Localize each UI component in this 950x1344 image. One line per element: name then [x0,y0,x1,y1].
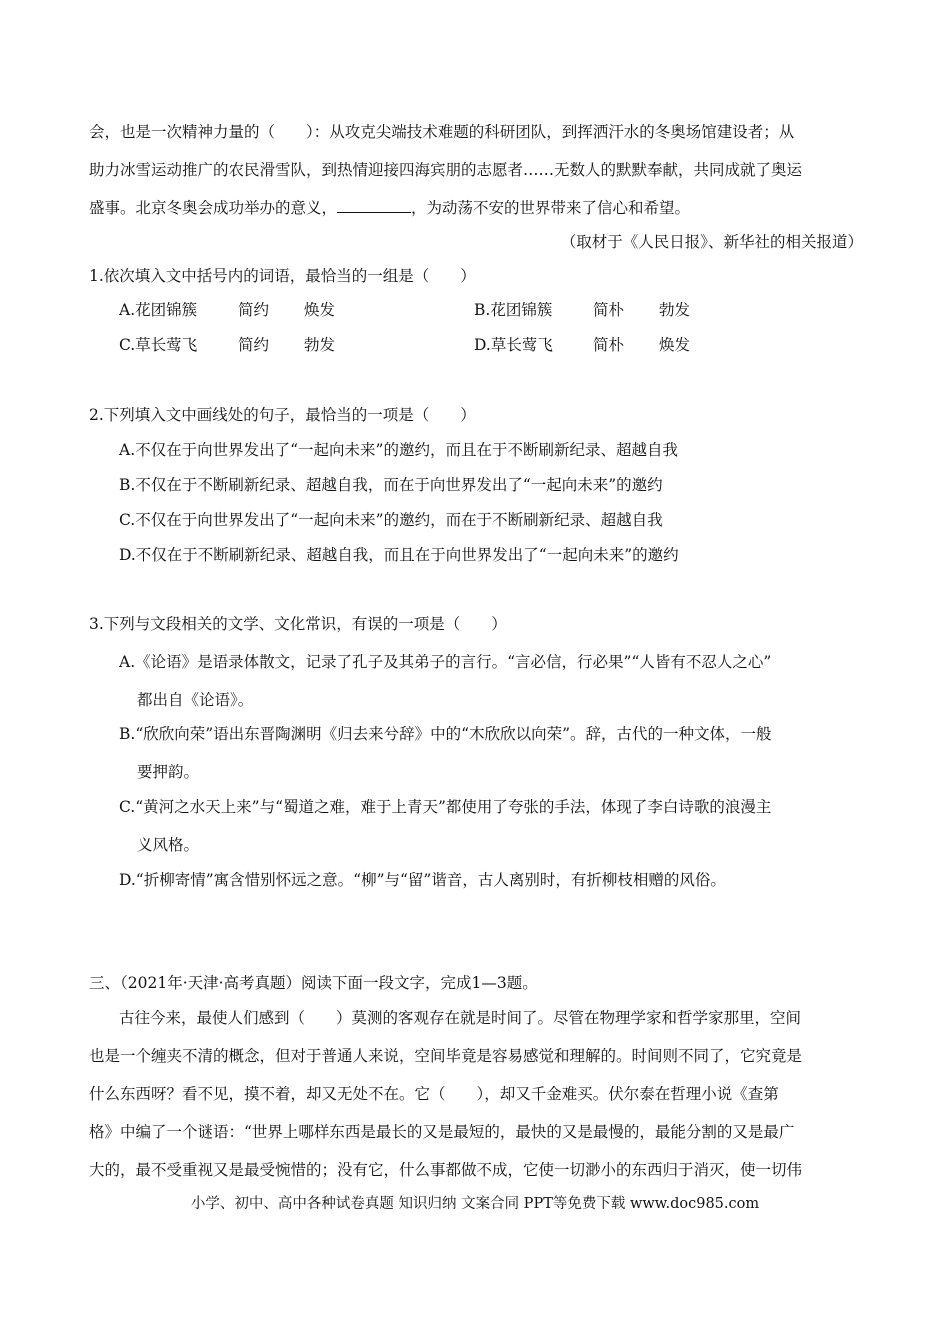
section3-paragraph-line-2: 也是一个缠夹不清的概念，但对于普通人来说，空间毕竟是容易感觉和理解的。时间则不同了，它究竟是 [89,1047,803,1065]
q3-stem: 3.下列与文段相关的文学、文化常识，有误的一项是（ ） [89,615,507,633]
q1-option-d-word2: 简朴 [593,336,625,354]
q3-option-c-line1: C.“黄河之水天上来”与“蜀道之难，难于上青天”都使用了夸张的手法，体现了李白诗歌的浪漫主 [119,798,772,816]
section3-paragraph-line-5: 大的，最不受重视又是最受惋惜的；没有它，什么事都做不成，它使一切渺小的东西归于消灭，使一切伟 [89,1161,803,1179]
answer-blank-line [337,197,411,213]
q1-stem: 1.依次填入文中括号内的词语，最恰当的一组是（ ） [89,267,476,285]
section3-paragraph-line-3: 什么东西呀？看不见，摸不着，却又无处不在。它（ ），却又千金难买。伏尔泰在哲理小说《查第 [89,1085,779,1103]
q1-option-b-word2: 简朴 [593,301,625,319]
q1-option-a: A.花团锦簇 [119,301,198,319]
q1-option-c-word2: 简约 [238,336,270,354]
section3-paragraph-line-1: 古往今来，最使人们感到（ ）莫测的客观存在就是时间了。尽管在物理学家和哲学家那里，空间 [119,1009,802,1027]
q1-option-a-word3: 焕发 [304,301,336,319]
passage-source: （取材于《人民日报》、新华社的相关报道） [560,233,863,251]
q3-option-b-line1: B.“欣欣向荣”语出东晋陶渊明《归去来兮辞》中的“木欣欣以向荣”。辞，古代的一种文体，一般 [119,725,772,743]
q3-option-b-line2: 要押韵。 [137,763,200,781]
q2-option-d: D.不仅在于不断刷新纪录、超越自我，而且在于向世界发出了“一起向未来”的邀约 [119,546,679,564]
q1-option-a-word2: 简约 [238,301,270,319]
q1-option-b-word3: 勃发 [659,301,691,319]
passage-line-2: 助力冰雪运动推广的农民滑雪队，到热情迎接四海宾朋的志愿者……无数人的默默奉献，共同成就了奥运 [89,161,803,179]
q3-option-c-line2: 义风格。 [137,836,200,854]
q2-option-c: C.不仅在于向世界发出了“一起向未来”的邀约，而在于不断刷新纪录、超越自我 [119,511,663,529]
q2-option-b: B.不仅在于不断刷新纪录、超越自我，而在于向世界发出了“一起向未来”的邀约 [119,476,663,494]
q2-stem: 2.下列填入文中画线处的句子，最恰当的一项是（ ） [89,406,476,424]
page-footer: 小学、初中、高中各种试卷真题 知识归纳 文案合同 PPT等免费下载 www.doc985.com [190,1196,760,1212]
q1-option-c-word3: 勃发 [304,336,336,354]
passage-line-3-after: ，为动荡不安的世界带来了信心和希望。 [411,199,691,217]
q3-option-d: D.“折柳寄情”寓含惜别怀远之意。“柳”与“留”谐音，古人离别时，有折柳枝相赠的风俗。 [119,871,726,889]
q1-option-d-word3: 焕发 [659,336,691,354]
section3-heading: 三、（2021年·天津·高考真题）阅读下面一段文字，完成1—3题。 [89,974,538,992]
q1-option-b: B.花团锦簇 [474,301,553,319]
section3-paragraph-line-4: 格》中编了一个谜语：“世界上哪样东西是最长的又是最短的，最快的又是最慢的，最能分割的又是最广 [89,1123,795,1141]
passage-line-3-before: 盛事。北京冬奥会成功举办的意义， [89,199,338,217]
passage-line-1: 会，也是一次精神力量的（ ）：从攻克尖端技术难题的科研团队，到挥洒汗水的冬奥场馆建设者；从 [89,123,795,141]
q2-option-a: A.不仅在于向世界发出了“一起向未来”的邀约，而且在于不断刷新纪录、超越自我 [119,441,678,459]
q3-option-a-line1: A.《论语》是语录体散文，记录了孔子及其弟子的言行。“言必信，行必果”“人皆有不忍人之心” [119,653,772,671]
passage-line-3 [89,196,690,218]
q3-option-a-line2: 都出自《论语》。 [137,691,254,709]
q1-option-d: D.草长莺飞 [474,336,553,354]
q1-option-c: C.草长莺飞 [119,336,198,354]
